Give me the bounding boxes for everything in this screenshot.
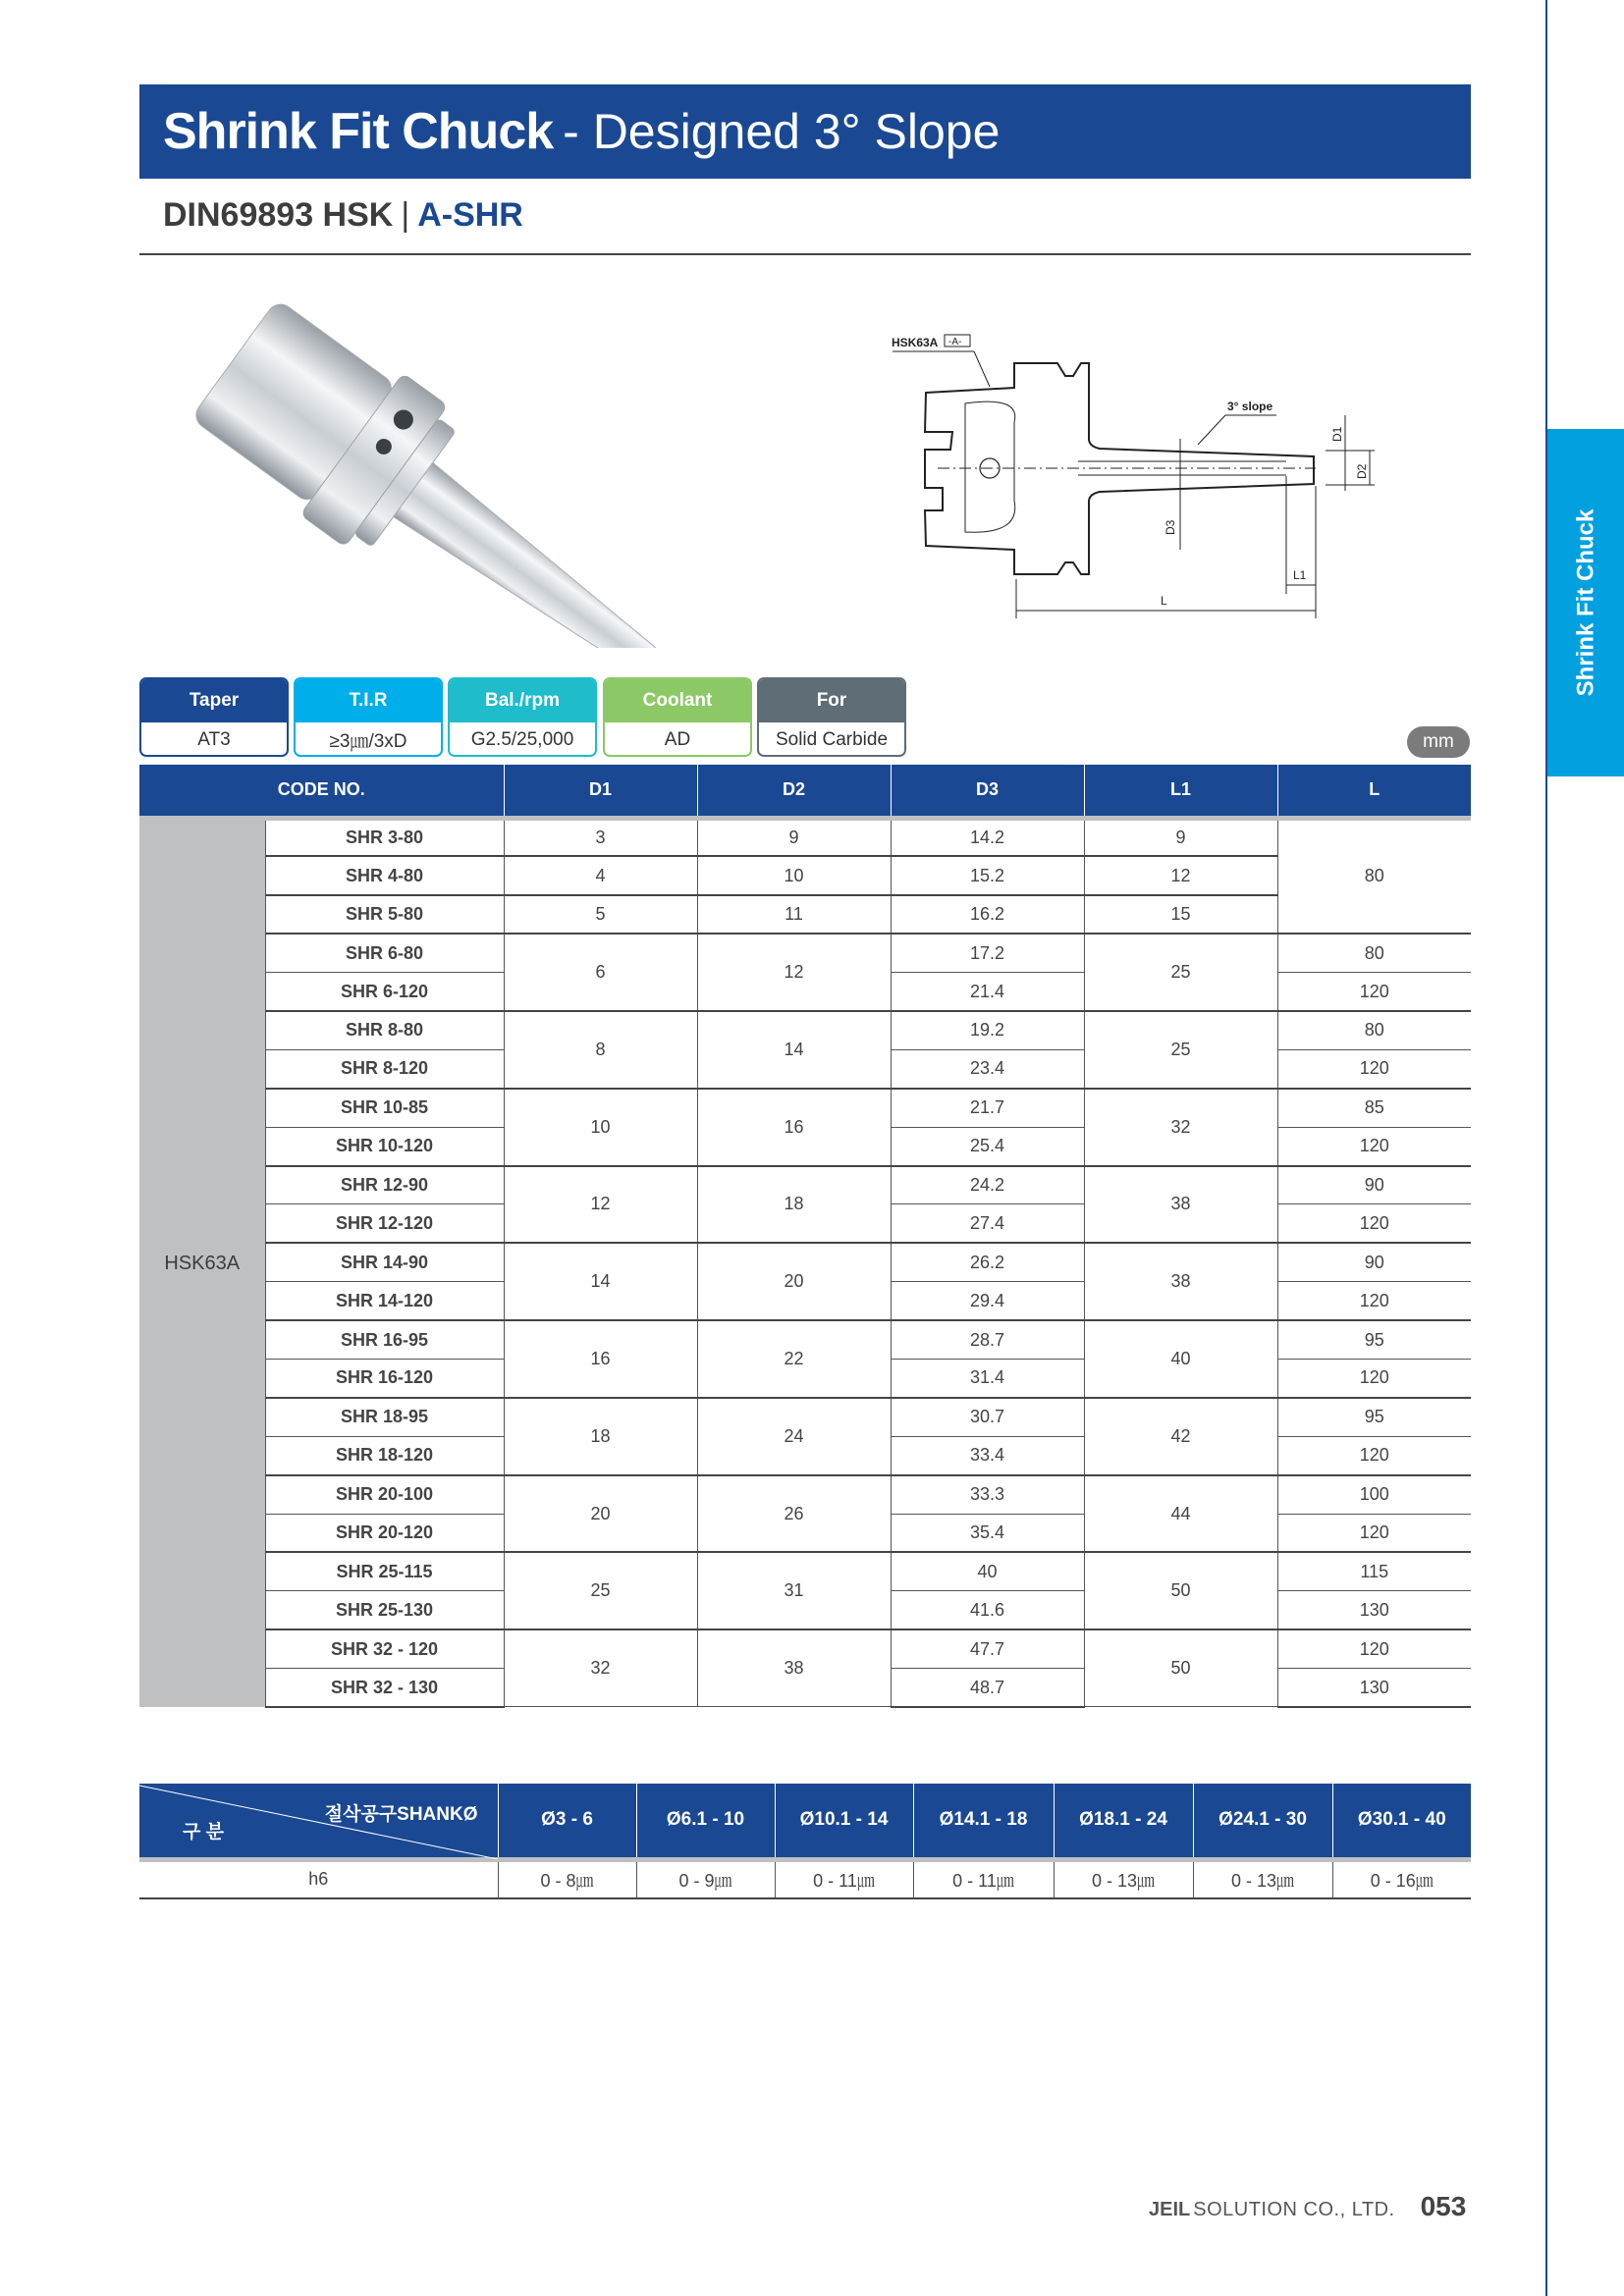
- code-cell: SHR 5-80: [265, 895, 504, 934]
- group-label: HSK63A: [139, 818, 265, 1707]
- l-cell: 115: [1277, 1552, 1471, 1590]
- spec-for-label: For: [759, 679, 904, 722]
- dimension-table: [139, 765, 1471, 1708]
- d3-cell: 30.7: [891, 1398, 1084, 1436]
- col-header-l1: L1: [1084, 765, 1277, 818]
- range-header: Ø10.1 - 14: [775, 1784, 913, 1859]
- col-header-code: CODE NO.: [139, 765, 504, 818]
- code-cell: SHR 12-120: [265, 1204, 504, 1243]
- product-photo: [187, 275, 717, 648]
- d1-cell: 20: [504, 1475, 697, 1553]
- col-header-d3: D3: [891, 765, 1084, 818]
- range-header: Ø18.1 - 24: [1054, 1784, 1193, 1859]
- subtitle-model: A-SHR: [417, 196, 523, 234]
- l-cell: 120: [1277, 1282, 1471, 1320]
- d3-cell: 31.4: [891, 1359, 1084, 1397]
- d2-cell: 26: [697, 1475, 891, 1553]
- spec-balance-value: G2.5/25,000: [470, 728, 574, 750]
- l1-cell: 15: [1084, 895, 1277, 934]
- spec-balance: [448, 677, 597, 757]
- d3-cell: 14.2: [891, 818, 1084, 856]
- code-cell: SHR 12-90: [265, 1166, 504, 1204]
- d1-cell: 10: [504, 1089, 697, 1166]
- tolerance-table: [139, 1784, 1471, 1899]
- l1-cell: 25: [1084, 934, 1277, 1011]
- corner-label-category: 구 분: [183, 1821, 224, 1842]
- d2-cell: 14: [697, 1011, 891, 1089]
- d1-cell: 32: [504, 1629, 697, 1707]
- code-cell: SHR 4-80: [265, 856, 504, 894]
- d3-cell: 33.4: [891, 1436, 1084, 1474]
- l-cell: 90: [1277, 1243, 1471, 1281]
- l-cell: 120: [1277, 1049, 1471, 1088]
- d1-cell: 18: [504, 1398, 697, 1475]
- d2-cell: 20: [697, 1243, 891, 1320]
- l-cell: 80: [1277, 1011, 1471, 1049]
- spec-for-value: Solid Carbide: [775, 728, 889, 750]
- footer-brand: JEIL: [1149, 2199, 1191, 2220]
- drawing-datum-label: -A-: [948, 337, 962, 347]
- code-cell: SHR 6-80: [265, 934, 504, 972]
- d1-cell: 6: [504, 934, 697, 1011]
- d3-cell: 40: [891, 1552, 1084, 1590]
- l-cell: 130: [1277, 1591, 1471, 1629]
- table-row: [139, 818, 1471, 856]
- range-header: Ø14.1 - 18: [913, 1784, 1054, 1859]
- spec-balance-label: Bal./rpm: [450, 679, 595, 722]
- table-row: [139, 1475, 1471, 1514]
- d3-cell: 17.2: [891, 934, 1084, 972]
- code-cell: SHR 10-85: [265, 1089, 504, 1127]
- d3-cell: 19.2: [891, 1011, 1084, 1049]
- d3-cell: 21.4: [891, 973, 1084, 1011]
- drawing-dim-l1: L1: [1293, 568, 1307, 582]
- l-cell: 120: [1277, 1204, 1471, 1243]
- page-footer: [1149, 2191, 1466, 2222]
- l1-cell: 38: [1084, 1243, 1277, 1320]
- l1-cell: 44: [1084, 1475, 1277, 1553]
- l1-cell: 25: [1084, 1011, 1277, 1089]
- l-cell: 120: [1277, 1514, 1471, 1552]
- code-cell: SHR 3-80: [265, 818, 504, 856]
- table-row: [139, 1089, 1471, 1127]
- table-row: [139, 1011, 1471, 1049]
- code-cell: SHR 18-95: [265, 1398, 504, 1436]
- spec-tir-label: T.I.R: [296, 679, 441, 722]
- l1-cell: 40: [1084, 1320, 1277, 1398]
- d1-cell: 5: [504, 895, 697, 934]
- spec-tir-value: ≥3㎛/3xD: [329, 731, 407, 752]
- tolerance-value: 0 - 16㎛: [1332, 1859, 1471, 1898]
- code-cell: SHR 16-120: [265, 1359, 504, 1397]
- l-cell: 120: [1277, 1127, 1471, 1165]
- d2-cell: 38: [697, 1629, 891, 1707]
- d3-cell: 23.4: [891, 1049, 1084, 1088]
- l-cell: 80: [1277, 818, 1471, 934]
- l1-cell: 50: [1084, 1552, 1277, 1629]
- code-cell: SHR 20-100: [265, 1475, 504, 1514]
- header-divider: [139, 253, 1471, 255]
- tolerance-value: 0 - 13㎛: [1193, 1859, 1332, 1898]
- l1-cell: 50: [1084, 1629, 1277, 1707]
- d1-cell: 16: [504, 1320, 697, 1398]
- d1-cell: 4: [504, 856, 697, 894]
- l-cell: 120: [1277, 973, 1471, 1011]
- d2-cell: 11: [697, 895, 891, 934]
- spec-coolant-label: Coolant: [605, 679, 750, 722]
- code-cell: SHR 20-120: [265, 1514, 504, 1552]
- code-cell: SHR 16-95: [265, 1320, 504, 1359]
- drawing-slope-label: 3° slope: [1227, 400, 1273, 413]
- table-header-row: [139, 765, 1471, 818]
- d3-cell: 26.2: [891, 1243, 1084, 1281]
- title-banner: [139, 84, 1471, 179]
- page-edge-line: [1545, 0, 1547, 2296]
- tolerance-row-label: h6: [139, 1859, 498, 1898]
- d3-cell: 25.4: [891, 1127, 1084, 1165]
- table-row: [139, 1166, 1471, 1204]
- d2-cell: 16: [697, 1089, 891, 1166]
- code-cell: SHR 8-120: [265, 1049, 504, 1088]
- drawing-shank-label: HSK63A: [892, 336, 939, 349]
- d3-cell: 29.4: [891, 1282, 1084, 1320]
- subtitle-standard: DIN69893 HSK: [163, 196, 394, 234]
- tolerance-value: 0 - 8㎛: [498, 1859, 636, 1898]
- code-cell: SHR 6-120: [265, 973, 504, 1011]
- l-cell: 80: [1277, 934, 1471, 972]
- tolerance-value: 0 - 11㎛: [913, 1859, 1054, 1898]
- technical-drawing: [864, 314, 1473, 628]
- table-row: [139, 1398, 1471, 1436]
- d3-cell: 21.7: [891, 1089, 1084, 1127]
- code-cell: SHR 8-80: [265, 1011, 504, 1049]
- page-number: 053: [1420, 2191, 1467, 2221]
- table-row: [139, 1320, 1471, 1359]
- d3-cell: 41.6: [891, 1591, 1084, 1629]
- code-cell: SHR 14-120: [265, 1282, 504, 1320]
- table-row: [139, 895, 1471, 934]
- side-tab-label: Shrink Fit Chuck: [1572, 508, 1598, 697]
- l-cell: 95: [1277, 1320, 1471, 1359]
- l-cell: 100: [1277, 1475, 1471, 1514]
- d2-cell: 12: [697, 934, 891, 1011]
- l-cell: 120: [1277, 1436, 1471, 1474]
- tolerance-value: 0 - 9㎛: [636, 1859, 775, 1898]
- range-header: Ø30.1 - 40: [1332, 1784, 1471, 1859]
- d1-cell: 12: [504, 1166, 697, 1244]
- l1-cell: 12: [1084, 856, 1277, 894]
- drawing-dim-d2: D2: [1355, 463, 1369, 479]
- code-cell: SHR 32 - 130: [265, 1669, 504, 1707]
- table-row: [139, 856, 1471, 894]
- d3-cell: 35.4: [891, 1514, 1084, 1552]
- title-bold: Shrink Fit Chuck: [163, 103, 554, 160]
- subtitle-separator: |: [401, 196, 410, 234]
- l-cell: 85: [1277, 1089, 1471, 1127]
- code-cell: SHR 18-120: [265, 1436, 504, 1474]
- code-cell: SHR 14-90: [265, 1243, 504, 1281]
- d3-cell: 33.3: [891, 1475, 1084, 1514]
- tolerance-value: 0 - 11㎛: [775, 1859, 913, 1898]
- table-row: [139, 934, 1471, 972]
- code-cell: SHR 10-120: [265, 1127, 504, 1165]
- range-header: Ø6.1 - 10: [636, 1784, 775, 1859]
- footer-company: SOLUTION CO., LTD.: [1193, 2199, 1395, 2220]
- drawing-dim-d1: D1: [1330, 426, 1344, 442]
- d2-cell: 31: [697, 1552, 891, 1629]
- spec-taper: [139, 677, 289, 757]
- d2-cell: 22: [697, 1320, 891, 1398]
- tolerance-row: [139, 1859, 1471, 1898]
- table-row: [139, 1629, 1471, 1668]
- d2-cell: 9: [697, 818, 891, 856]
- range-header: Ø24.1 - 30: [1193, 1784, 1332, 1859]
- l-cell: 120: [1277, 1359, 1471, 1397]
- spec-for: [757, 677, 906, 757]
- d2-cell: 18: [697, 1166, 891, 1244]
- l1-cell: 32: [1084, 1089, 1277, 1166]
- code-cell: SHR 32 - 120: [265, 1629, 504, 1668]
- d1-cell: 14: [504, 1243, 697, 1320]
- l1-cell: 9: [1084, 818, 1277, 856]
- d1-cell: 25: [504, 1552, 697, 1629]
- product-subtitle: [163, 196, 523, 235]
- col-header-d2: D2: [697, 765, 891, 818]
- l-cell: 95: [1277, 1398, 1471, 1436]
- drawing-dim-l: L: [1161, 594, 1167, 608]
- l-cell: 120: [1277, 1629, 1471, 1668]
- d1-cell: 3: [504, 818, 697, 856]
- col-header-d1: D1: [504, 765, 697, 818]
- d3-cell: 16.2: [891, 895, 1084, 934]
- unit-badge: mm: [1407, 726, 1470, 758]
- d3-cell: 27.4: [891, 1204, 1084, 1243]
- d1-cell: 8: [504, 1011, 697, 1089]
- tolerance-corner-header: [139, 1784, 498, 1859]
- spec-coolant: [603, 677, 752, 757]
- l-cell: 130: [1277, 1669, 1471, 1707]
- d3-cell: 48.7: [891, 1669, 1084, 1707]
- d3-cell: 15.2: [891, 856, 1084, 894]
- l1-cell: 42: [1084, 1398, 1277, 1475]
- d3-cell: 28.7: [891, 1320, 1084, 1359]
- spec-coolant-value: AD: [664, 728, 691, 750]
- d2-cell: 24: [697, 1398, 891, 1475]
- code-cell: SHR 25-130: [265, 1591, 504, 1629]
- table-row: [139, 1552, 1471, 1590]
- tolerance-value: 0 - 13㎛: [1054, 1859, 1193, 1898]
- d2-cell: 10: [697, 856, 891, 894]
- spec-taper-value: AT3: [197, 728, 231, 750]
- d3-cell: 47.7: [891, 1629, 1084, 1668]
- l1-cell: 38: [1084, 1166, 1277, 1244]
- spec-tir: [294, 677, 443, 757]
- table-row: [139, 1243, 1471, 1281]
- range-header: Ø3 - 6: [498, 1784, 636, 1859]
- title-rest: - Designed 3° Slope: [563, 104, 1001, 159]
- corner-label-shank: 절삭공구SHANKØ: [324, 1804, 478, 1825]
- section-side-tab[interactable]: [1547, 429, 1624, 776]
- d3-cell: 24.2: [891, 1166, 1084, 1204]
- col-header-l: L: [1277, 765, 1471, 818]
- spec-taper-label: Taper: [141, 679, 287, 722]
- code-cell: SHR 25-115: [265, 1552, 504, 1590]
- drawing-dim-d3: D3: [1164, 519, 1177, 535]
- l-cell: 90: [1277, 1166, 1471, 1204]
